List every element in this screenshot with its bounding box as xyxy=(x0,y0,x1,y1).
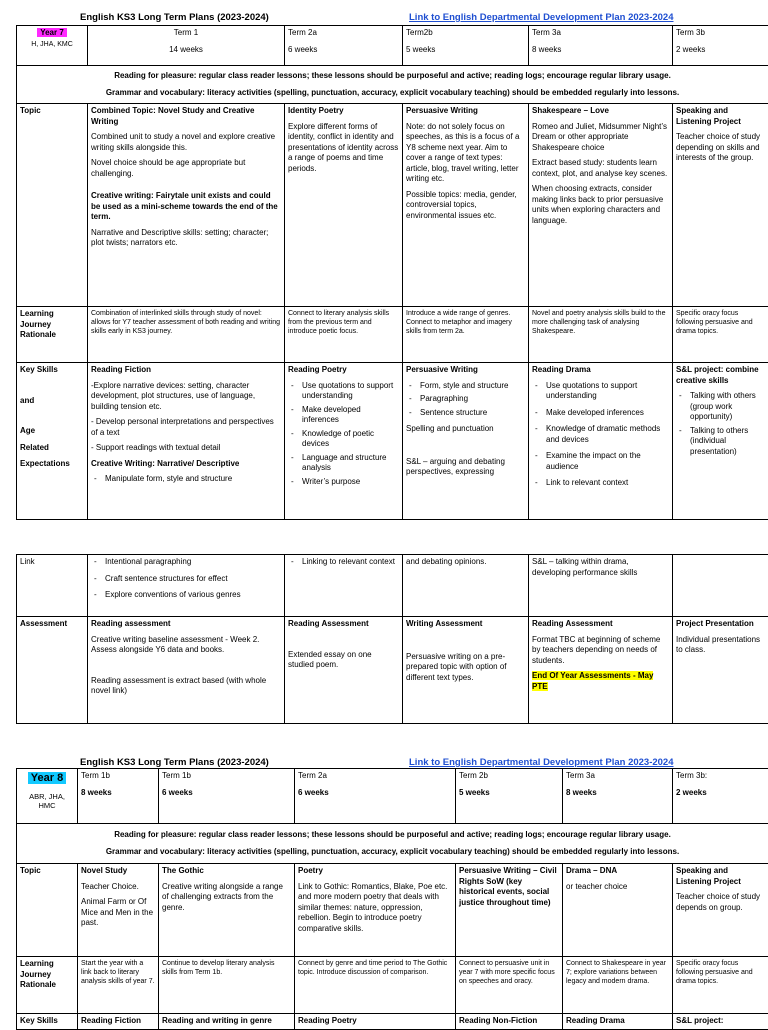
topic-title: Persuasive Writing xyxy=(406,106,525,117)
rationale-term2a: Connect to literary analysis skills from the previous term and introduce poetic focus. xyxy=(285,307,403,363)
term-header xyxy=(159,769,295,824)
term-name: Term 1b xyxy=(81,771,155,782)
skills-list xyxy=(288,381,399,488)
year-badge: Year 8 xyxy=(28,772,66,784)
skills-title: S&L project: combine creative skills xyxy=(676,365,765,386)
skills-term1 xyxy=(88,363,285,520)
row-label-link: Link xyxy=(17,555,88,617)
year-cell xyxy=(17,26,88,66)
assessment-text: Extended essay on one studied poem. xyxy=(288,650,399,671)
term-header xyxy=(563,769,673,824)
topic-term3b xyxy=(673,104,768,307)
skills-text: - Develop personal interpretations and perspectives of a text xyxy=(91,417,281,438)
assessment-term1 xyxy=(88,617,285,724)
topic-title: Novel Study xyxy=(81,866,155,877)
link-term1 xyxy=(88,555,285,617)
term-weeks: 6 weeks xyxy=(298,788,452,799)
label-line: and xyxy=(20,396,84,407)
term-header xyxy=(78,769,159,824)
topic-text: Animal Farm or Of Mice and Men in the past. xyxy=(81,897,155,929)
rationale-term1: Combination of interlinked skills through study of novel: allows for Y7 teacher assessment of both reading and writing skills early in KS3 journey. xyxy=(88,307,285,363)
skills-title: Creative Writing: Narrative/ Descriptive xyxy=(91,459,281,470)
year-cell xyxy=(17,769,78,824)
label-line: Key Skills xyxy=(20,365,84,376)
list-item: - Talking to others (individual presentation) xyxy=(690,426,765,458)
term-name: Term 3a xyxy=(532,28,669,39)
topic-title: Drama – DNA xyxy=(566,866,669,877)
link-term2a xyxy=(285,555,403,617)
development-plan-link-y8[interactable]: Link to English Departmental Development Plan 2023-2024 xyxy=(409,757,674,768)
term-name: Term 2b xyxy=(459,771,559,782)
list-item: - Examine the impact on the audience xyxy=(546,451,669,472)
term-weeks: 8 weeks xyxy=(566,788,669,799)
staff-initials: H, JHA, KMC xyxy=(31,41,73,48)
list-item: - Intentional paragraphing xyxy=(105,557,281,568)
rationale-col4: Connect to persuasive unit in year 7 with more specific focus on speeches and oracy. xyxy=(456,957,563,1014)
topic-text: Creative writing alongside a range of challenging extracts from the genre. xyxy=(162,882,291,914)
topic-title: Speaking and Listening Project xyxy=(676,866,765,887)
assessment-text: Reading assessment is extract based (with whole novel link) xyxy=(91,676,281,697)
skills-list xyxy=(676,391,765,457)
skills-title: Reading Poetry xyxy=(288,365,399,376)
list-item: - Make developed inferences xyxy=(546,408,669,419)
term-header xyxy=(529,26,673,66)
skills-term3a xyxy=(529,363,673,520)
skills-col1: Reading Fiction xyxy=(78,1014,159,1030)
topic-col1 xyxy=(78,864,159,957)
skills-text: - Support readings with textual detail xyxy=(91,443,281,454)
skills-list xyxy=(91,474,281,485)
row-label-topic: Topic xyxy=(17,864,78,957)
link-list xyxy=(91,557,281,601)
term-weeks: 8 weeks xyxy=(532,45,669,56)
list-item: - Knowledge of poetic devices xyxy=(302,429,399,450)
rationale-col6: Specific oracy focus following persuasive and drama topics. xyxy=(673,957,768,1014)
row-label-rationale: Learning Journey Rationale xyxy=(17,957,78,1014)
term-weeks: 6 weeks xyxy=(162,788,291,799)
term-name: Term 1 xyxy=(91,28,281,39)
assessment-term3b xyxy=(673,617,768,724)
list-item: - Paragraphing xyxy=(420,394,525,405)
topic-col5 xyxy=(563,864,673,957)
row-label-rationale: Learning Journey Rationale xyxy=(17,307,88,363)
row-label-topic: Topic xyxy=(17,104,88,307)
term-header xyxy=(88,26,285,66)
year-badge: Year 7 xyxy=(37,28,67,37)
skills-list xyxy=(406,381,525,419)
row-label-assessment: Assessment xyxy=(17,617,88,724)
rationale-term3a: Novel and poetry analysis skills build to the more challenging task of analysing Shakespeare. xyxy=(529,307,673,363)
topic-title: Speaking and Listening Project xyxy=(676,106,765,127)
topic-title: Persuasive Writing – Civil Rights SoW (key historical events, social justice throughout time) xyxy=(459,866,559,908)
list-item: - Explore conventions of various genres xyxy=(105,590,281,601)
term-name: Term 2a xyxy=(288,28,399,39)
term-weeks: 5 weeks xyxy=(406,45,525,56)
term-name: Term 3b xyxy=(676,28,765,39)
list-item: - Use quotations to support understanding xyxy=(546,381,669,402)
term-name: Term 3b: xyxy=(676,771,765,782)
list-item: - Form, style and structure xyxy=(420,381,525,392)
topic-term3a xyxy=(529,104,673,307)
list-item: - Sentence structure xyxy=(420,408,525,419)
assessment-title: Reading assessment xyxy=(91,619,281,630)
list-item: - Craft sentence structures for effect xyxy=(105,574,281,585)
staff-initials: ABR, JHA, HMC xyxy=(20,792,74,812)
grammar-note: Grammar and vocabulary: literacy activities (spelling, punctuation, accuracy, explicit vocabulary teaching) should be embedded regularly into lessons. xyxy=(20,847,765,858)
assessment-title: Reading Assessment xyxy=(288,619,399,630)
doc-title: English KS3 Long Term Plans (2023-2024) xyxy=(80,12,269,23)
skills-title: Reading Fiction xyxy=(91,365,281,376)
topic-text: Novel choice should be age appropriate but challenging. xyxy=(91,158,281,179)
development-plan-link[interactable]: Link to English Departmental Development Plan 2023-2024 xyxy=(409,12,674,23)
skills-list xyxy=(532,381,669,489)
skills-term2a xyxy=(285,363,403,520)
term-header xyxy=(285,26,403,66)
assessment-text: Persuasive writing on a pre-prepared topic with option of different text types. xyxy=(406,652,525,684)
assessment-text: Creative writing baseline assessment - Week 2. Assess alongside Y6 data and books. xyxy=(91,635,281,656)
rationale-col2: Continue to develop literary analysis skills from Term 1b. xyxy=(159,957,295,1014)
grammar-note: Grammar and vocabulary: literacy activities (spelling, punctuation, accuracy, explicit vocabulary teaching) should be embedded regularly into lessons. xyxy=(20,88,765,99)
skills-text: -Explore narrative devices: setting, character development, plot structures, use of language, building tension etc. xyxy=(91,381,281,413)
topic-text: Combined unit to study a novel and explore creative writing skills alongside this. xyxy=(91,132,281,153)
term-weeks: 6 weeks xyxy=(288,45,399,56)
skills-text: Spelling and punctuation xyxy=(406,424,525,435)
topic-col2 xyxy=(159,864,295,957)
rationale-col3: Connect by genre and time period to The Gothic topic. Introduce discussion of comparison. xyxy=(295,957,456,1014)
topic-text: Link to Gothic: Romantics, Blake, Poe etc. and more modern poetry that deals with similar themes: nature, oppression, rebellion. Begin to introduce poetry comparative skills. xyxy=(298,882,452,935)
link-term2b: and debating opinions. xyxy=(403,555,529,617)
list-item: - Manipulate form, style and structure xyxy=(105,474,281,485)
rationale-col1: Start the year with a link back to literary analysis skills of year 7. xyxy=(78,957,159,1014)
list-item: - Knowledge of dramatic methods and devices xyxy=(546,424,669,445)
list-item: - Talking with others (group work opportunity) xyxy=(690,391,765,423)
topic-text: When choosing extracts, consider making links back to prior persuasive units when exploring characters and language. xyxy=(532,184,669,226)
link-list xyxy=(288,557,399,568)
topic-col3 xyxy=(295,864,456,957)
term-header xyxy=(673,769,768,824)
reading-for-pleasure-note: Reading for pleasure: regular class reader lessons; these lessons should be purposeful and active; reading logs; encourage regular library usage. xyxy=(20,830,765,841)
topic-term2a xyxy=(285,104,403,307)
year8-plan-table xyxy=(16,768,768,1030)
term-header xyxy=(673,26,768,66)
term-weeks: 8 weeks xyxy=(81,788,155,799)
list-item: - Linking to relevant context xyxy=(302,557,399,568)
topic-term2b xyxy=(403,104,529,307)
assessment-title: Reading Assessment xyxy=(532,619,669,630)
skills-term2b xyxy=(403,363,529,520)
topic-title: Combined Topic: Novel Study and Creative Writing xyxy=(91,106,281,127)
topic-text: Creative writing: Fairytale unit exists and could be used as a mini-scheme towards the end of the term. xyxy=(91,191,281,223)
skills-col4: Reading Non-Fiction xyxy=(456,1014,563,1030)
topic-title: Shakespeare – Love xyxy=(532,106,669,117)
assessment-text: Individual presentations to class. xyxy=(676,635,765,656)
literacy-note xyxy=(17,66,768,104)
assessment-term2b xyxy=(403,617,529,724)
rationale-term3b: Specific oracy focus following persuasive and drama topics. xyxy=(673,307,768,363)
year7-continuation-table xyxy=(16,554,768,724)
link-term3b xyxy=(673,555,768,617)
topic-text: Explore different forms of identity, conflict in identity and presentations of identity across a range of poems and time periods. xyxy=(288,122,399,175)
term-weeks: 14 weeks xyxy=(91,45,281,56)
row-label-key-skills: Key Skills xyxy=(17,1014,78,1030)
term-name: Term 3a xyxy=(566,771,669,782)
topic-col6 xyxy=(673,864,768,957)
list-item: - Make developed inferences xyxy=(302,405,399,426)
assessment-text: Format TBC at beginning of scheme by teachers depending on needs of students. xyxy=(532,635,669,667)
link-term3a: S&L – talking within drama, developing performance skills xyxy=(529,555,673,617)
rationale-col5: Connect to Shakespeare in year 7; explore variations between legacy and modern drama. xyxy=(563,957,673,1014)
rationale-term2b: Introduce a wide range of genres. Connect to metaphor and imagery skills from term 2a. xyxy=(403,307,529,363)
skills-col3: Reading Poetry xyxy=(295,1014,456,1030)
topic-text: Teacher choice of study depends on group. xyxy=(676,892,765,913)
term-name: Term 1b xyxy=(162,771,291,782)
end-of-year-highlight: End Of Year Assessments - May PTE xyxy=(532,671,653,691)
topic-term1 xyxy=(88,104,285,307)
term-weeks: 2 weeks xyxy=(676,788,765,799)
topic-title: The Gothic xyxy=(162,866,291,877)
label-line: Related xyxy=(20,443,84,454)
row-label-key-skills xyxy=(17,363,88,520)
literacy-note xyxy=(17,824,768,864)
year7-plan-table xyxy=(16,25,768,520)
topic-text: Extract based study: students learn context, plot, and analyse key scenes. xyxy=(532,158,669,179)
term-header xyxy=(403,26,529,66)
skills-title: Reading Drama xyxy=(532,365,669,376)
doc-title-y8: English KS3 Long Term Plans (2023-2024) xyxy=(80,757,269,768)
skills-term3b xyxy=(673,363,768,520)
skills-text: S&L – arguing and debating perspectives, expressing xyxy=(406,457,525,478)
skills-col6: S&L project: xyxy=(673,1014,768,1030)
term-header xyxy=(295,769,456,824)
topic-text: Teacher choice of study depending on skills and interests of the group. xyxy=(676,132,765,164)
label-line: Age xyxy=(20,426,84,437)
term-weeks: 2 weeks xyxy=(676,45,765,56)
label-line: Expectations xyxy=(20,459,84,470)
topic-title: Poetry xyxy=(298,866,452,877)
topic-text: Teacher Choice. xyxy=(81,882,155,893)
skills-col5: Reading Drama xyxy=(563,1014,673,1030)
skills-col2: Reading and writing in genre xyxy=(159,1014,295,1030)
topic-title: Identity Poetry xyxy=(288,106,399,117)
topic-text: Narrative and Descriptive skills: setting; character; plot twists; narrators etc. xyxy=(91,228,281,249)
list-item: - Use quotations to support understanding xyxy=(302,381,399,402)
term-name: Term 2a xyxy=(298,771,452,782)
topic-text: Possible topics: media, gender, controversial topics, environmental issues etc. xyxy=(406,190,525,222)
assessment-title: Writing Assessment xyxy=(406,619,525,630)
list-item: - Language and structure analysis xyxy=(302,453,399,474)
assessment-term2a xyxy=(285,617,403,724)
assessment-title: Project Presentation xyxy=(676,619,765,630)
reading-for-pleasure-note: Reading for pleasure: regular class reader lessons; these lessons should be purposeful and active; reading logs; encourage regular library usage. xyxy=(20,71,765,82)
list-item: - Link to relevant context xyxy=(546,478,669,489)
topic-text: or teacher choice xyxy=(566,882,669,893)
topic-text: Romeo and Juliet, Midsummer Night’s Dream or other appropriate Shakespeare choice xyxy=(532,122,669,154)
topic-text: Note: do not solely focus on speeches, as this is a focus of a Y8 scheme next year. Aim to cover a range of text types: article, blog, travel writing, letter writing etc. xyxy=(406,122,525,185)
term-header xyxy=(456,769,563,824)
term-name: Term2b xyxy=(406,28,525,39)
skills-title: Persuasive Writing xyxy=(406,365,525,376)
assessment-term3a xyxy=(529,617,673,724)
topic-col4 xyxy=(456,864,563,957)
term-weeks: 5 weeks xyxy=(459,788,559,799)
list-item: - Writer’s purpose xyxy=(302,477,399,488)
